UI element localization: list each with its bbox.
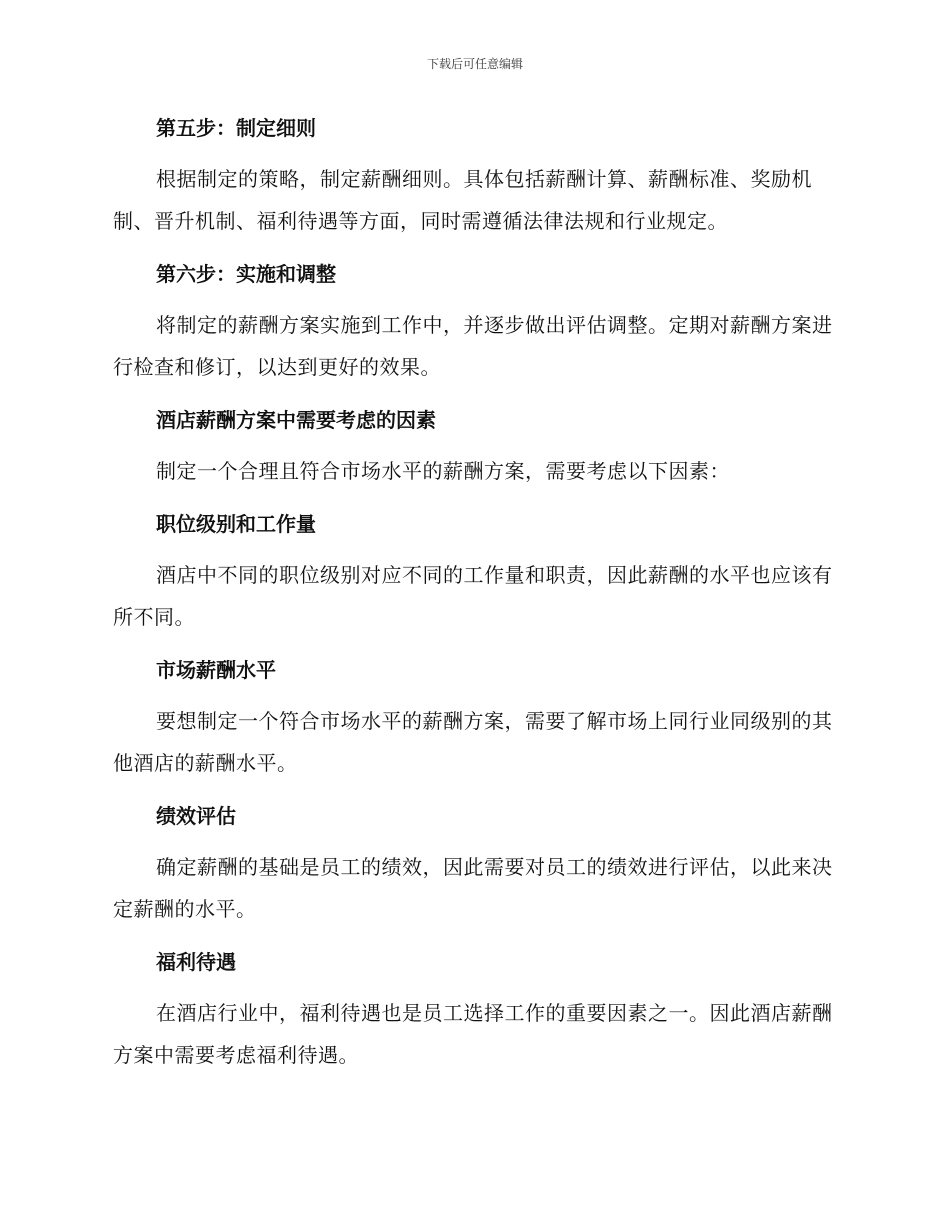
section-heading-market-level: 市场薪酬水平 xyxy=(156,658,276,682)
section-paragraph-factors: 制定一个合理且符合市场水平的薪酬方案，需要考虑以下因素： xyxy=(156,459,730,483)
document-body xyxy=(113,110,833,1090)
section-paragraph-step6: 将制定的薪酬方案实施到工作中，并逐步做出评估调整。定期对薪酬方案进行检查和修订，以达到更好的效果。 xyxy=(113,313,833,379)
section-paragraph-performance: 确定薪酬的基础是员工的绩效，因此需要对员工的绩效进行评估，以此来决定薪酬的水平。 xyxy=(113,855,833,921)
section-heading-step5: 第五步：制定细则 xyxy=(156,116,316,140)
section-paragraph-market-level: 要想制定一个符合市场水平的薪酬方案，需要了解市场上同行业同级别的其他酒店的薪酬水平。 xyxy=(113,709,833,775)
section-paragraph-step5: 根据制定的策略，制定薪酬细则。具体包括薪酬计算、薪酬标准、奖励机制、晋升机制、福利待遇等方面，同时需遵循法律法规和行业规定。 xyxy=(113,167,812,233)
section-heading-performance: 绩效评估 xyxy=(156,804,236,828)
section-heading-position-level: 职位级别和工作量 xyxy=(156,512,316,536)
section-heading-step6: 第六步：实施和调整 xyxy=(156,262,336,286)
section-paragraph-benefits: 在酒店行业中，福利待遇也是员工选择工作的重要因素之一。因此酒店薪酬方案中需要考虑福利待遇。 xyxy=(113,1001,833,1067)
header-note: 下载后可任意编辑 xyxy=(426,57,523,71)
section-heading-benefits: 福利待遇 xyxy=(156,950,236,974)
section-heading-factors: 酒店薪酬方案中需要考虑的因素 xyxy=(156,408,436,432)
section-paragraph-position-level: 酒店中不同的职位级别对应不同的工作量和职责，因此薪酬的水平也应该有所不同。 xyxy=(113,563,833,629)
